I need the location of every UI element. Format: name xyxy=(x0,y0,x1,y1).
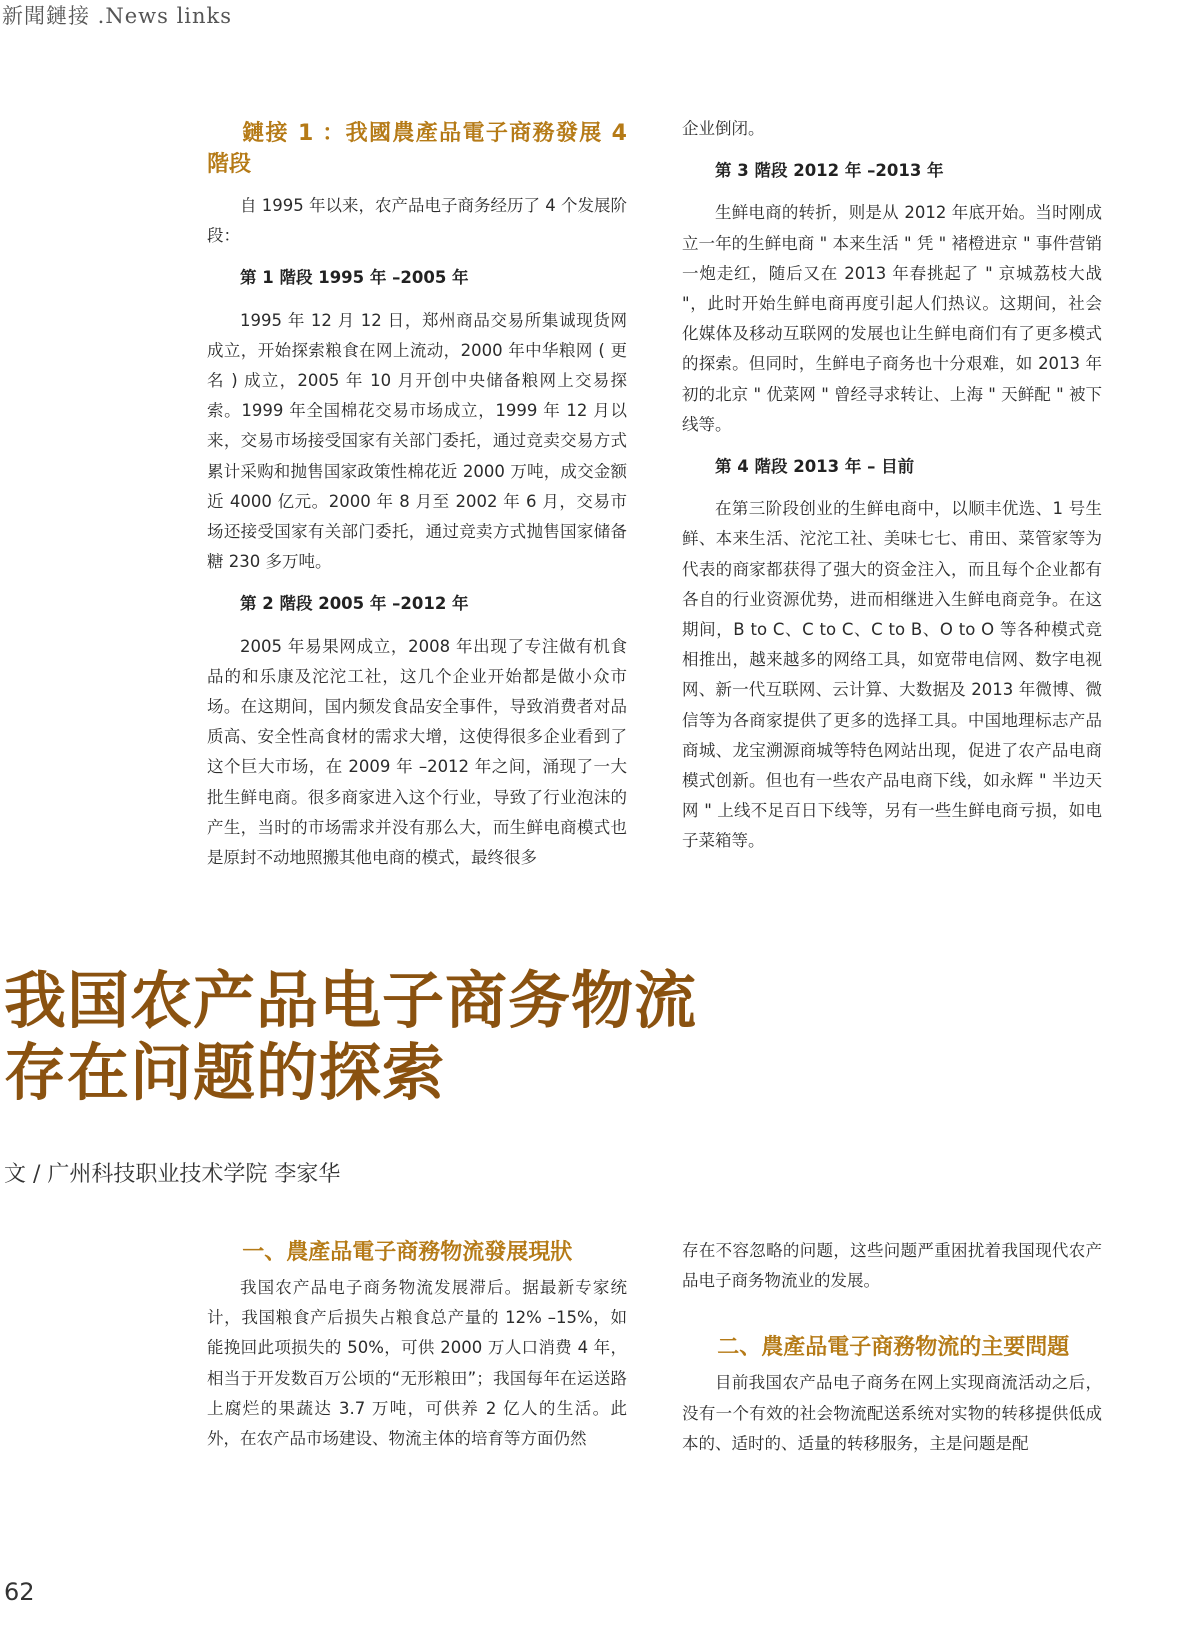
page-number: 62 xyxy=(4,1578,35,1606)
article-title-line2: 存在问题的探索 xyxy=(4,1036,446,1109)
stage4-heading: 第 4 階段 2013 年 – 目前 xyxy=(715,457,915,477)
stage2-heading: 第 2 階段 2005 年 –2012 年 xyxy=(240,594,469,614)
sidebar-left-column xyxy=(207,118,627,873)
article-title xyxy=(4,965,697,1109)
section1-body-left: 我国农产品电子商务物流发展滞后。据最新专家统计，我国粮食产后损失占粮食总产量的 12% –15%，如能挽回此项损失的 50%，可供 2000 万人口消费 4 年，相当于开发数百万公顷的“无形粮田”；我国每年在运送路上腐烂的果蔬达 3.7 万吨，可供养 2 亿人的生活。此外，在农产品市场建设、物流主体的培育等方面仍然 xyxy=(207,1278,627,1449)
article-title-line1: 我国农产品电子商务物流 xyxy=(4,964,698,1037)
sidebar-intro: 自 1995 年以来，农产品电子商务经历了 4 个发展阶段： xyxy=(207,196,627,246)
stage1-body: 1995 年 12 月 12 日，郑州商品交易所集诚现货网成立，开始探索粮食在网上流动，2000 年中华粮网 ( 更名 ) 成立，2005 年 10 月开创中央储备粮网上交易探索。1999 年全国棉花交易市场成立，1999 年 12 月以来，交易市场接受国家有关部门委托，通过竞卖交易方式累计采购和抛售国家政策性棉花近 2000 万吨，成交金额近 4000 亿元。2000 年 8 月至 2002 年 6 月，交易市场还接受国家有关部门委托，通过竞卖方式抛售国家储备糖 230 多万吨。 xyxy=(207,310,627,572)
running-head: 新聞鏈接 .News links xyxy=(2,4,233,28)
section2-heading: 二、農產品電子商務物流的主要問題 xyxy=(717,1335,1070,1361)
stage3-body: 生鲜电商的转折，则是从 2012 年底开始。当时刚成立一年的生鲜电商 " 本来生活 " 凭 " 褚橙进京 " 事件营销一炮走红，随后又在 2013 年春挑起了 " 京城荔枝大战 "，此时开始生鲜电商再度引起人们热议。这期间，社会化媒体及移动互联网的发展也让生鲜电商们有了更多模式的探索。但同时，生鲜电子商务也十分艰难，如 2013 年初的北京 " 优菜网 " 曾经寻求转让、上海 " 天鲜配 " 被下线等。 xyxy=(682,203,1102,434)
stage1-heading: 第 1 階段 1995 年 –2005 年 xyxy=(240,268,469,288)
sidebar-title: 鏈接 1 ：我國農產品電子商務發展 4 階段 xyxy=(207,121,627,177)
stage2-body-left: 2005 年易果网成立，2008 年出现了专注做有机食品的和乐康及沱沱工社，这几个企业开始都是做小众市场。在这期间，国内频发食品安全事件，导致消费者对品质高、安全性高食材的需求大增，这使得很多企业看到了这个巨大市场，在 2009 年 –2012 年之间，涌现了一大批生鲜电商。很多商家进入这个行业，导致了行业泡沫的产生，当时的市场需求并没有那么大，而生鲜电商模式也是原封不动地照搬其他电商的模式，最终很多 xyxy=(207,636,627,868)
sidebar-right-column xyxy=(682,114,1102,857)
section1-body-right: 存在不容忽略的问题，这些问题严重困扰着我国现代农产品电子商务物流业的发展。 xyxy=(682,1241,1102,1291)
stage2-body-right: 企业倒闭。 xyxy=(682,119,765,138)
stage3-heading: 第 3 階段 2012 年 –2013 年 xyxy=(715,161,944,181)
article-left-column xyxy=(207,1237,627,1454)
section1-heading: 一、農產品電子商務物流發展現狀 xyxy=(242,1240,573,1265)
section2-body: 目前我国农产品电子商务在网上实现商流活动之后，没有一个有效的社会物流配送系统对实物的转移提供低成本的、适时的、适量的转移服务，主是问题是配 xyxy=(682,1373,1102,1453)
stage4-body: 在第三阶段创业的生鲜电商中，以顺丰优选、1 号生鲜、本来生活、沱沱工社、美味七七、甫田、菜管家等为代表的商家都获得了强大的资金注入，而且每个企业都有各自的行业资源优势，进而相继进入生鲜电商竞争。在这期间，B to C、C to C、C to B、O to O 等各种模式竞相推出，越来越多的网络工具，如宽带电信网、数字电视网、新一代互联网、云计算、大数据及 2013 年微博、微信等为各商家提供了更多的选择工具。中国地理标志产品商城、龙宝溯源商城等特色网站出现，促进了农产品电商模式创新。但也有一些农产品电商下线，如永辉 " 半边天网 " 上线不足百日下线等，另有一些生鲜电商亏损，如电子菜箱等。 xyxy=(682,499,1102,851)
article-byline: 文 / 广州科技职业技术学院 李家华 xyxy=(4,1162,341,1187)
article-right-column xyxy=(682,1236,1102,1459)
